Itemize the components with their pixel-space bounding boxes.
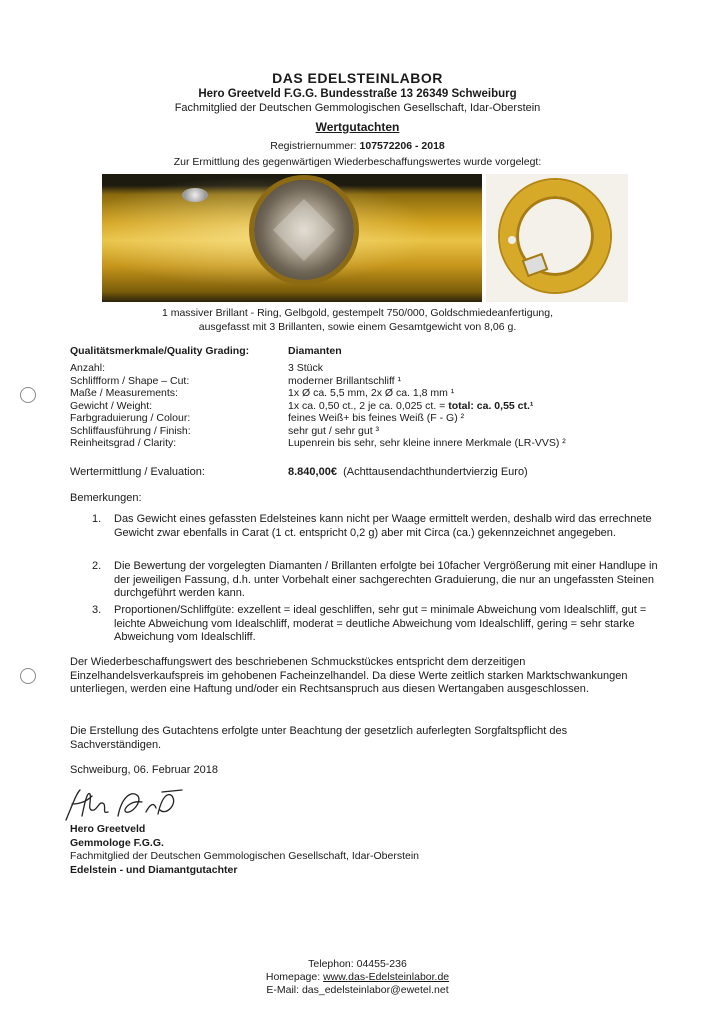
grading-label: Gewicht / Weight:: [70, 399, 153, 412]
evaluation-value: [288, 466, 528, 478]
registration-line: [0, 140, 715, 152]
footer-email[interactable]: E-Mail: das_edelsteinlabor@ewetel.net: [266, 984, 449, 996]
remark-text: Proportionen/Schliffgüte: exzellent = ideal geschliffen, sehr gut = minimale Abweichung vom Idealschliff, gut = leichte Abweichung vom Idealschliff, moderat = deutliche Abweichung vom Idealschliff, gering = sehr starke Abweichung vom Idealschliff.: [114, 604, 647, 643]
evaluation-label: Wertermittlung / Evaluation:: [70, 466, 205, 478]
lab-address: Hero Greetveld F.G.G. Bundesstraße 13 26349 Schweiburg: [198, 88, 517, 100]
place-date: Schweiburg, 06. Februar 2018: [70, 764, 218, 776]
grading-label: Schliffausführung / Finish:: [70, 424, 191, 437]
grading-label: Anzahl:: [70, 362, 106, 374]
signature-block: [70, 823, 419, 877]
remark-text: Das Gewicht eines gefassten Edelsteines kann nicht per Waage ermittelt werden, deshalb wird das errechnete Gewicht zwar ebenfalls in Carat (1 ct. entspricht 0,2 g) aber mit Circa (ca.) gekennzeichnet angegeben.: [114, 513, 652, 539]
ring-side-photo: [486, 174, 628, 302]
remark-number: 1.: [92, 513, 102, 525]
signer-membership: Fachmitglied der Deutschen Gemmologischen Gesellschaft, Idar-Oberstein: [70, 850, 419, 862]
evaluation-amount: 8.840,00€: [288, 466, 337, 478]
punch-hole-icon: [20, 668, 36, 684]
document-title: Wertgutachten: [315, 120, 400, 134]
item-description-line2: ausgefasst mit 3 Brillanten, sowie einem Gesamtgewicht von 8,06 g.: [198, 321, 517, 333]
signer-role: Edelstein - und Diamantgutachter: [70, 863, 238, 876]
footer-phone: Telephon: 04455-236: [308, 958, 407, 970]
remark-number: 3.: [92, 604, 102, 616]
diligence-paragraph: Die Erstellung des Gutachtens erfolgte unter Beachtung der gesetzlich auferlegten Sorgfaltspflicht des Sachverständigen.: [70, 725, 568, 751]
grading-value: feines Weiß+ bis feines Weiß (F - G) ²: [288, 412, 465, 424]
intro-text: Zur Ermittlung des gegenwärtigen Wiederbeschaffungswertes wurde vorgelegt:: [173, 156, 542, 168]
grading-label: Schliffform / Shape – Cut:: [70, 374, 190, 387]
item-description: [0, 306, 715, 334]
grading-header-value: Diamanten: [288, 345, 342, 357]
grading-value: [288, 400, 533, 412]
grading-value: 3 Stück: [288, 362, 324, 374]
evaluation-words: (Achttausendachthundertvierzig Euro): [343, 466, 528, 478]
lab-name: DAS EDELSTEINLABOR: [272, 70, 443, 86]
grading-label: Reinheitsgrad / Clarity:: [70, 437, 177, 449]
grading-value: Lupenrein bis sehr, sehr kleine innere Merkmale (LR-VVS) ²: [288, 437, 566, 449]
letterhead: [0, 70, 715, 168]
footer-homepage-label: Homepage:: [265, 971, 324, 983]
item-description-line1: 1 massiver Brillant - Ring, Gelbgold, gestempelt 750/000, Goldschmiedeanfertigung,: [161, 307, 554, 319]
weight-total: total: ca. 0,55 ct.¹: [448, 399, 534, 412]
signer-name: Hero Greetveld: [70, 823, 146, 835]
registration-number: 107572206 - 2018: [359, 140, 445, 152]
grading-value: moderner Brillantschliff ¹: [288, 374, 402, 387]
replacement-value-paragraph: Der Wiederbeschaffungswert des beschriebenen Schmuckstückes entspricht dem derzeitigen Einzelhandelsverkaufspreis im gehobenen Facheinzelhandel. Da diese Werte zeitlich starken Marktschwankungen unterliegen, werden eine Haftung und/oder ein Rechtsanspruch aus diesen Wertangaben ausgeschlossen.: [70, 656, 628, 695]
lab-membership: Fachmitglied der Deutschen Gemmologischen Gesellschaft, Idar-Oberstein: [174, 102, 541, 114]
remarks-title: Bemerkungen:: [70, 492, 142, 504]
footer-homepage: [0, 971, 715, 984]
center-diamond: [254, 180, 354, 280]
weight-detail: 1x ca. 0,50 ct., 2 je ca. 0,025 ct. =: [288, 399, 449, 412]
side-diamond: [182, 188, 208, 202]
registration-label: Registriernummer:: [270, 140, 357, 152]
handwritten-signature: [62, 786, 192, 826]
grading-label: Maße / Measurements:: [70, 387, 178, 399]
grading-value: sehr gut / sehr gut ³: [288, 424, 380, 437]
ring-closeup-photo: [102, 174, 482, 302]
signer-title: Gemmologe F.G.G.: [70, 836, 164, 849]
footer: [0, 958, 715, 997]
grading-label: Farbgraduierung / Colour:: [70, 412, 191, 424]
homepage-link[interactable]: www.das-Edelsteinlabor.de: [323, 971, 450, 983]
punch-hole-icon: [20, 387, 36, 403]
grading-value: 1x Ø ca. 5,5 mm, 2x Ø ca. 1,8 mm ¹: [288, 387, 455, 399]
remark-text: Die Bewertung der vorgelegten Diamanten / Brillanten erfolgte bei 10facher Vergrößerung mit einer Handlupe in der jeweiligen Fassung, d.h. unter Vorbehalt einer sachgerechten Graduierung, die nur an ungefassten Steinen durchgeführt werden kann.: [114, 560, 658, 599]
grading-header-label: Qualitätsmerkmale/Quality Grading:: [70, 345, 250, 357]
remark-number: 2.: [92, 560, 102, 572]
